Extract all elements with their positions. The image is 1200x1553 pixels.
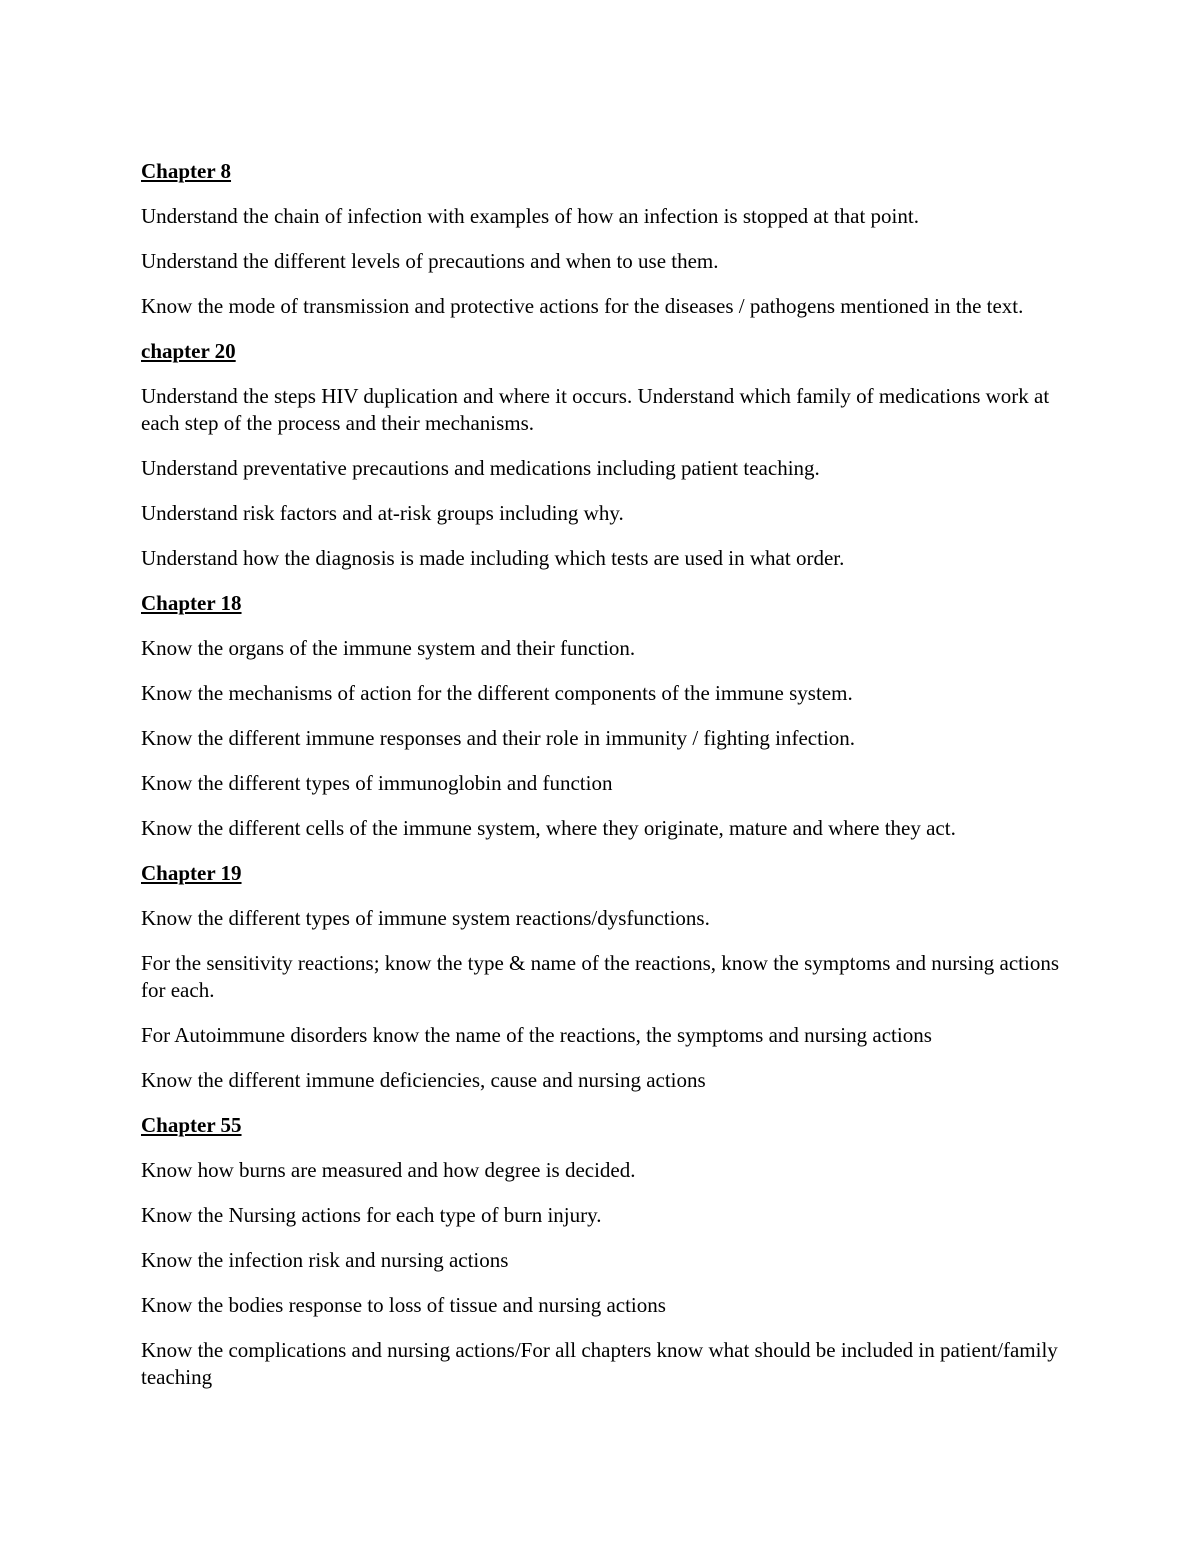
study-item: Know the mode of transmission and protective actions for the diseases / pathogens mentioned in the text.	[141, 294, 1024, 318]
section-heading: Chapter 55	[141, 1113, 242, 1137]
section-chapter-19	[141, 860, 1071, 1094]
study-item: For Autoimmune disorders know the name of the reactions, the symptoms and nursing actions	[141, 1023, 932, 1047]
section-heading: Chapter 19	[141, 861, 242, 885]
study-item: Know the Nursing actions for each type of burn injury.	[141, 1203, 602, 1227]
study-item: Understand the chain of infection with examples of how an infection is stopped at that point.	[141, 204, 919, 228]
study-item: Understand the steps HIV duplication and where it occurs. Understand which family of medications work at each step of the process and their mechanisms.	[141, 384, 1050, 435]
study-item: Understand preventative precautions and medications including patient teaching.	[141, 456, 820, 480]
section-chapter-8	[141, 158, 1071, 320]
study-item: Know the infection risk and nursing actions	[141, 1248, 509, 1272]
study-item: Know the complications and nursing actions/For all chapters know what should be included in patient/family teaching	[141, 1338, 1058, 1389]
section-chapter-20	[141, 338, 1071, 572]
study-item: Know the bodies response to loss of tissue and nursing actions	[141, 1293, 666, 1317]
section-chapter-55	[141, 1112, 1071, 1391]
study-item: Know the mechanisms of action for the different components of the immune system.	[141, 681, 853, 705]
study-item: For the sensitivity reactions; know the type & name of the reactions, know the symptoms and nursing actions for each.	[141, 951, 1060, 1002]
study-item: Know the different types of immunoglobin and function	[141, 771, 613, 795]
study-item: Know the different types of immune system reactions/dysfunctions.	[141, 906, 710, 930]
study-item: Know how burns are measured and how degree is decided.	[141, 1158, 636, 1182]
study-item: Know the organs of the immune system and their function.	[141, 636, 636, 660]
study-item: Understand risk factors and at-risk groups including why.	[141, 501, 624, 525]
study-item: Know the different immune deficiencies, cause and nursing actions	[141, 1068, 706, 1092]
study-item: Understand the different levels of precautions and when to use them.	[141, 249, 719, 273]
section-heading: chapter 20	[141, 339, 236, 363]
study-item: Know the different immune responses and their role in immunity / fighting infection.	[141, 726, 856, 750]
section-heading: Chapter 18	[141, 591, 242, 615]
section-heading: Chapter 8	[141, 159, 232, 183]
document-page	[141, 158, 1071, 1409]
study-item: Know the different cells of the immune system, where they originate, mature and where they act.	[141, 816, 956, 840]
study-item: Understand how the diagnosis is made including which tests are used in what order.	[141, 546, 845, 570]
section-chapter-18	[141, 590, 1071, 842]
